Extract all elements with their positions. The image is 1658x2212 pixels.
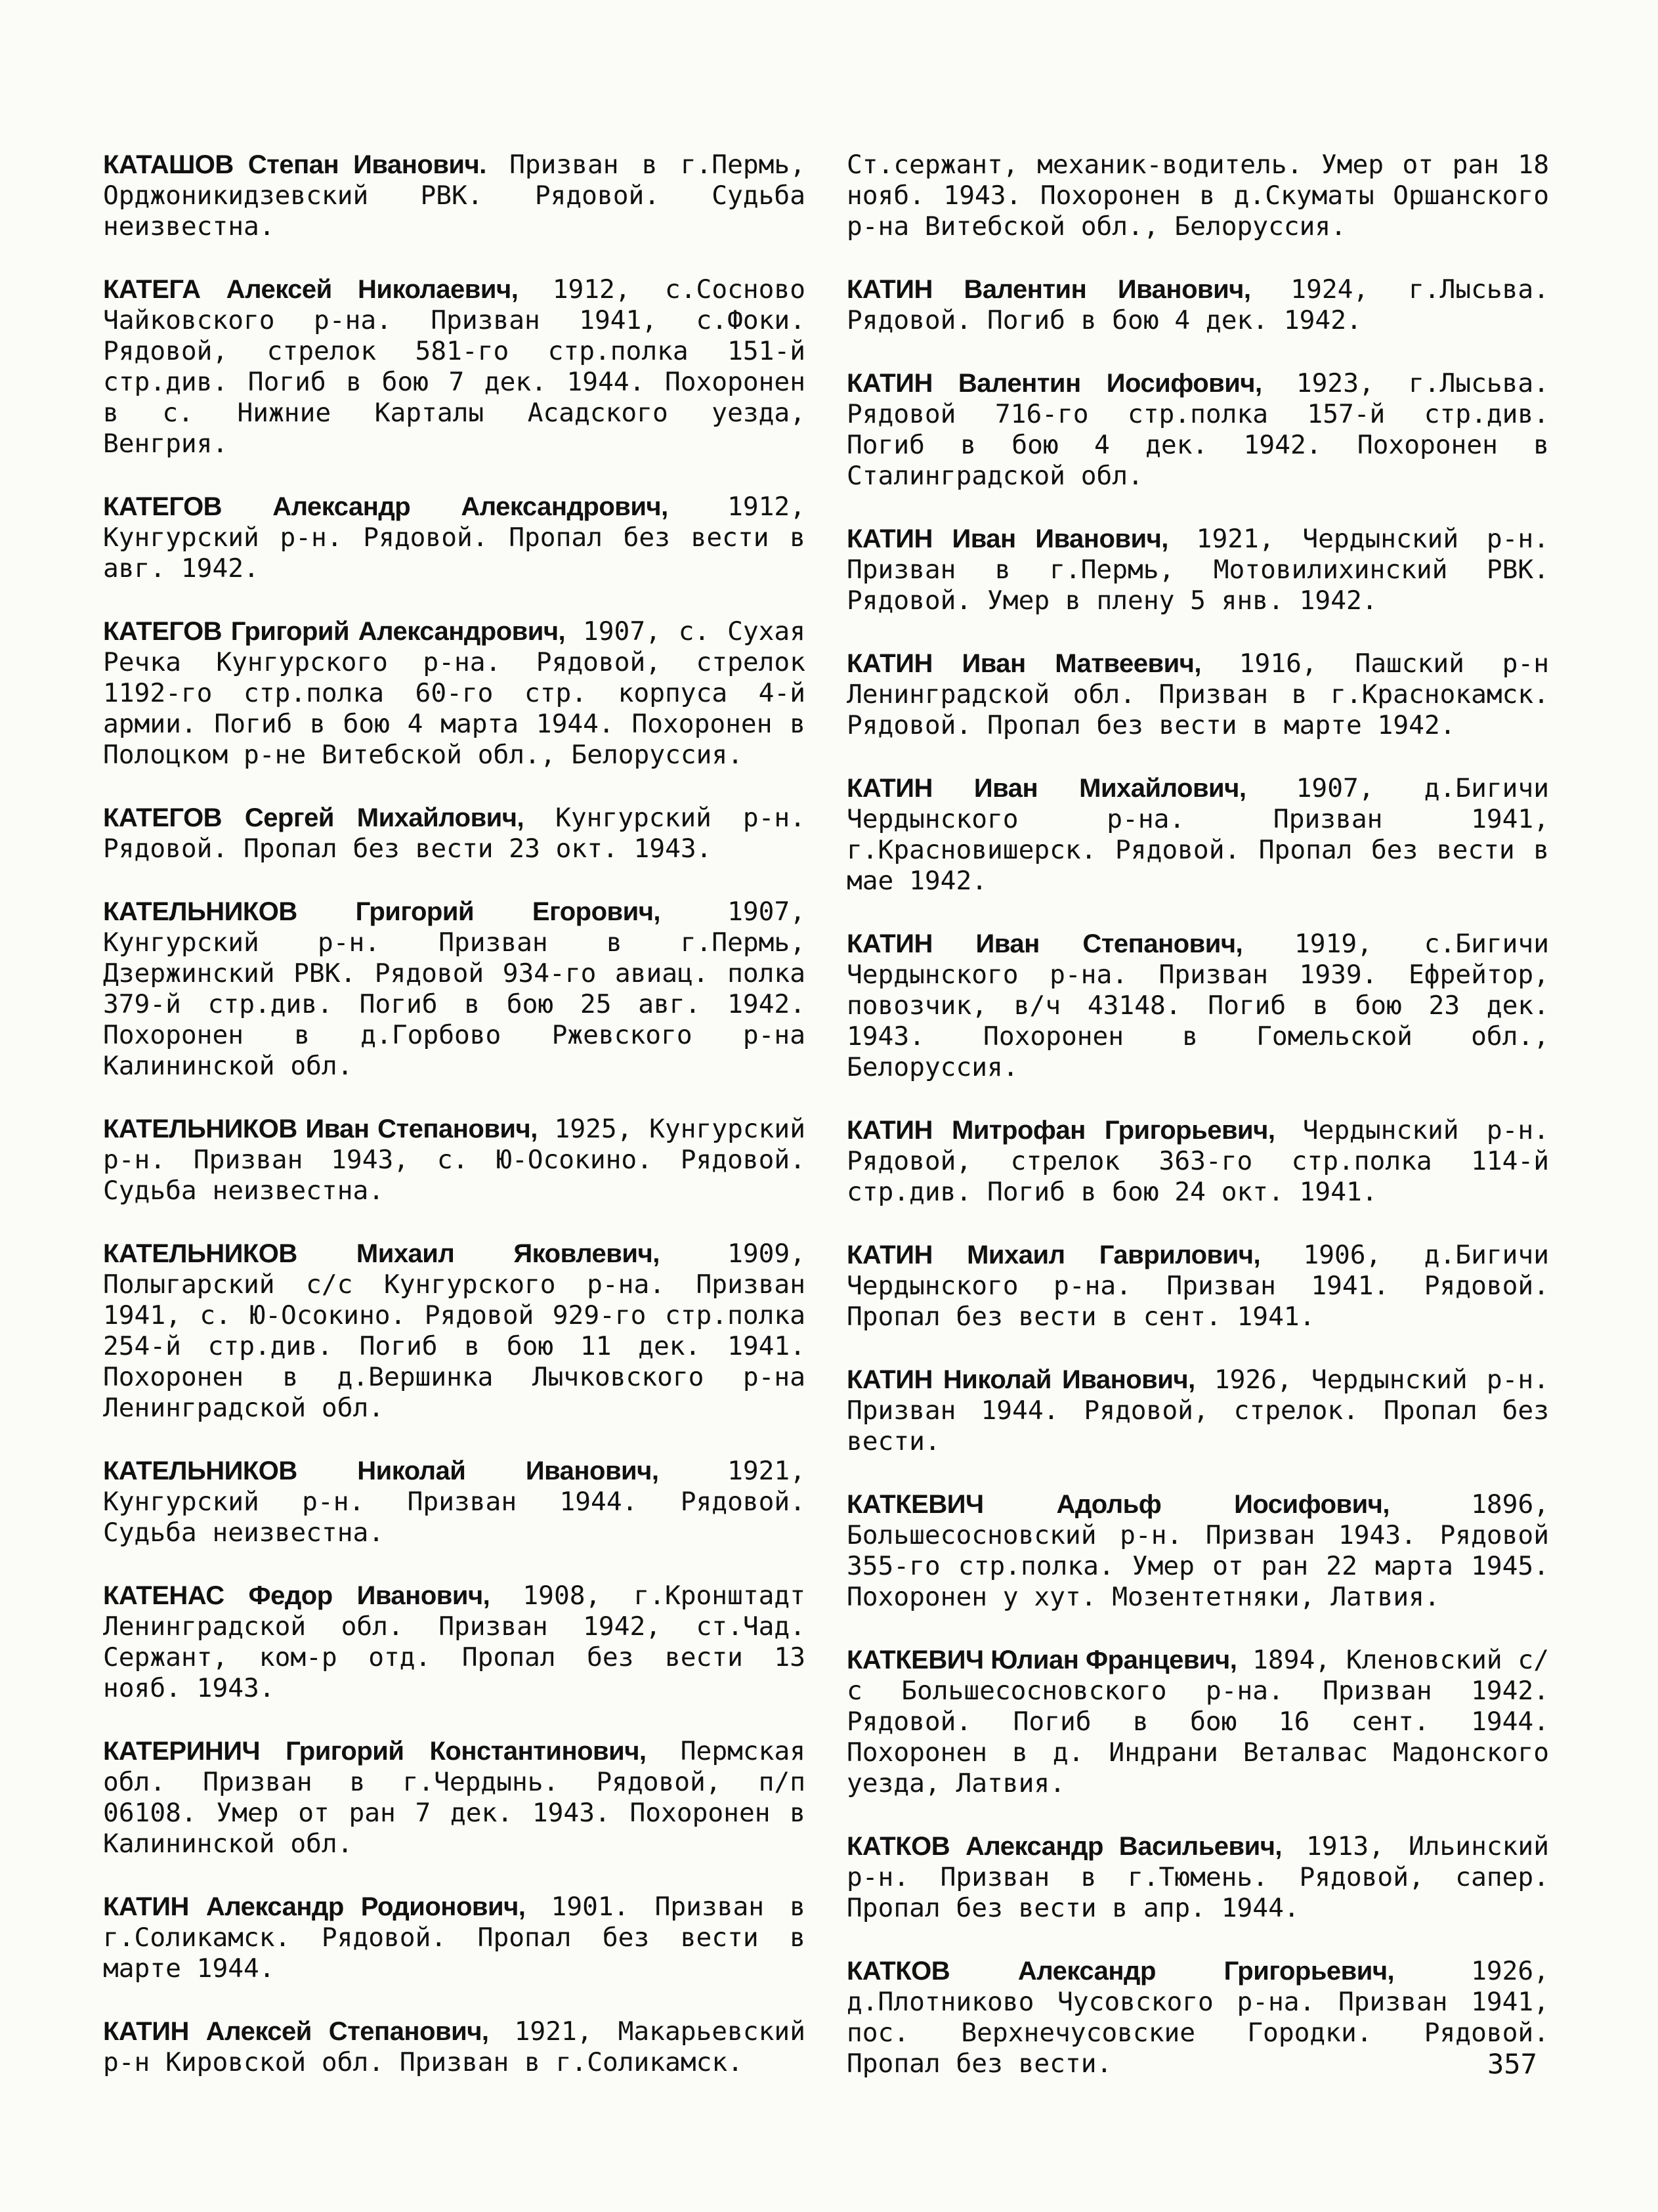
entry (847, 1831, 1549, 1924)
right-column (847, 150, 1549, 2112)
entry-name: КАТИН Иван Матвеевич, (847, 649, 1201, 678)
entry-name: КАТИН Михаил Гаврилович, (847, 1241, 1261, 1269)
entry-text: 1912, с.Сосново Чайковского р-на. Призван 1941, с.Фоки. Рядовой, стрелок 581-го стр.полка 151-й стр.див. Погиб в бою 7 дек. 1944. Похоронен в с. Нижние Карталы Асадского уезда, Венгрия. (103, 274, 806, 459)
entry-text: 1926, д.Плотниково Чусовского р-на. Призван 1941, пос. Верхнечусовские Городки. Рядовой. Пропал без вести. (847, 1956, 1549, 2079)
entry (103, 1456, 805, 1548)
entry-text: Кунгурский р-н. Рядовой. Пропал без вести 23 окт. 1943. (103, 803, 805, 864)
entry (103, 1892, 805, 1984)
entry-name: КАТИН Митрофан Григорьевич, (847, 1116, 1275, 1145)
entry (103, 274, 805, 459)
entry-name: КАТИН Валентин Иосифович, (847, 369, 1262, 398)
entry-text: 1921, Макарьевский р-н Кировской обл. Призван в г.Соликамск. (103, 2016, 805, 2077)
entry-text: 1907, Кунгурский р-н. Призван в г.Пермь, Дзержинский РВК. Рядовой 934-го авиац. полка 379-й стр.див. Погиб в бою 25 авг. 1942. Похоронен в д.Горбово Ржевского р-на Калининской обл. (103, 897, 806, 1081)
entry-text: 1926, Чердынский р-н. Призван 1944. Рядовой, стрелок. Пропал без вести. (847, 1365, 1549, 1457)
entry-name: КАТКОВ Александр Григорьевич, (847, 1957, 1395, 1986)
entry-name: КАТИН Алексей Степанович, (103, 2017, 489, 2046)
entry-text: 1925, Кунгурский р-н. Призван 1943, с. Ю-Осокино. Рядовой. Судьба неизвестна. (103, 1114, 805, 1206)
entry (103, 1239, 805, 1424)
entry (847, 649, 1549, 741)
entry-name: КАТЕЛЬНИКОВ Григорий Егорович, (103, 897, 661, 926)
entry (847, 1489, 1549, 1613)
entry (103, 492, 805, 584)
entry-name: КАТЕНАС Федор Иванович, (103, 1581, 490, 1610)
entry (847, 524, 1549, 616)
entry-text: Пермская обл. Призван в г.Чердынь. Рядовой, п/п 06108. Умер от ран 7 дек. 1943. Похоронен в Калининской обл. (103, 1736, 806, 1859)
entry-text: 1916, Пашский р-н Ленинградской обл. Призван в г.Краснокамск. Рядовой. Пропал без вести в марте 1942. (847, 649, 1549, 740)
entry-name: КАТИН Валентин Иванович, (847, 275, 1251, 304)
entry-name: КАТИН Иван Степанович, (847, 929, 1243, 958)
entry (847, 1365, 1549, 1457)
entry-text: Призван в г.Пермь, Орджоникидзевский РВК. Рядовой. Судьба неизвестна. (103, 150, 805, 242)
entry (847, 1956, 1549, 2079)
left-column (103, 150, 805, 2110)
entry-name: КАТКЕВИЧ Юлиан Францевич, (847, 1646, 1237, 1674)
entry (103, 2016, 805, 2078)
page-number: 357 (1487, 2048, 1537, 2080)
entry-text: 1921, Чердынский р-н. Призван в г.Пермь, Мотовилихинский РВК. Рядовой. Умер в плену 5 янв. 1942. (847, 524, 1549, 616)
entry (847, 274, 1549, 336)
entry-name: КАТКОВ Александр Васильевич, (847, 1832, 1283, 1861)
entry-name: КАТИН Александр Родионович, (103, 1892, 526, 1921)
entry (847, 368, 1549, 492)
entry (847, 773, 1549, 897)
entry-name: КАТИН Иван Михайлович, (847, 774, 1246, 803)
entry-text: 1913, Ильинский р-н. Призван в г.Тюмень. Рядовой, сапер. Пропал без вести в апр. 1944. (847, 1831, 1549, 1923)
entry-text: 1907, д.Бигичи Чердынского р-на. Призван 1941, г.Красновишерск. Рядовой. Пропал без вести в мае 1942. (847, 773, 1549, 896)
entry-name: КАТИН Иван Иванович, (847, 524, 1168, 553)
entry (103, 1581, 805, 1704)
entry-name: КАТИН Николай Иванович, (847, 1365, 1195, 1394)
entry-name: КАТЕГА Алексей Николаевич, (103, 275, 519, 304)
entry (847, 929, 1549, 1083)
entry-name: КАТЕГОВ Александр Александрович, (103, 492, 668, 521)
entry-text: 1907, с. Сухая Речка Кунгурского р-на. Рядовой, стрелок 1192-го стр.полка 60-го стр. корпуса 4-й армии. Погиб в бою 4 марта 1944. Похоронен в Полоцком р-не Витебской обл., Белоруссия. (103, 616, 805, 770)
entry-name: КАТЕГОВ Сергей Михайлович, (103, 803, 524, 832)
entry-name: КАТКЕВИЧ Адольф Иосифович, (847, 1490, 1390, 1519)
entry-name: КАТАШОВ Степан Иванович. (103, 150, 486, 179)
entry-text: 1896, Большесосновский р-н. Призван 1943. Рядовой 355-го стр.полка. Умер от ран 22 марта 1945. Похоронен у хут. Мозентетняки, Латвия. (847, 1489, 1550, 1612)
entry (847, 1115, 1549, 1208)
entry (103, 1114, 805, 1206)
entry-text: 1894, Кленовский с/с Большесосновского р-на. Призван 1942. Рядовой. Погиб в бою 16 сент. 1944. Похоронен в д. Индрани Веталвас Мадонского уезда, Латвия. (847, 1645, 1549, 1798)
entry (847, 1240, 1549, 1332)
entry (847, 150, 1549, 242)
entry-text: 1924, г.Лысьва. Рядовой. Погиб в бою 4 дек. 1942. (847, 274, 1549, 335)
entry-text: Ст.сержант, механик-водитель. Умер от ран 18 нояб. 1943. Похоронен в д.Скуматы Оршанского р-на Витебской обл., Белоруссия. (847, 150, 1549, 242)
entry-text: 1923, г.Лысьва. Рядовой 716-го стр.полка 157-й стр.див. Погиб в бою 4 дек. 1942. Похоронен в Сталинградской обл. (847, 368, 1549, 491)
entry-name: КАТЕЛЬНИКОВ Иван Степанович, (103, 1115, 538, 1143)
entry (103, 803, 805, 864)
entry (103, 150, 805, 242)
entry-text: 1909, Полыгарский с/с Кунгурского р-на. Призван 1941, с. Ю-Осокино. Рядовой 929-го стр.полка 254-й стр.див. Погиб в бою 11 дек. 1941. Похоронен в д.Вершинка Лычковского р-на Ленинградской обл. (103, 1239, 805, 1423)
entry (847, 1645, 1549, 1799)
entry-name: КАТЕГОВ Григорий Александрович, (103, 617, 566, 646)
entry (103, 616, 805, 771)
entry (103, 897, 805, 1082)
entry (103, 1736, 805, 1860)
entry-text: 1908, г.Кронштадт Ленинградской обл. Призван 1942, ст.Чад. Сержант, ком-р отд. Пропал без вести 13 нояб. 1943. (103, 1581, 805, 1703)
entry-text: 1912, Кунгурский р-н. Рядовой. Пропал без вести в авг. 1942. (103, 492, 805, 584)
entry-name: КАТЕЛЬНИКОВ Михаил Яковлевич, (103, 1239, 660, 1268)
entry-text: 1906, д.Бигичи Чердынского р-на. Призван 1941. Рядовой. Пропал без вести в сент. 1941. (847, 1240, 1549, 1332)
entry-text: 1919, с.Бигичи Чердынского р-на. Призван 1939. Ефрейтор, повозчик, в/ч 43148. Погиб в бою 23 дек. 1943. Похоронен в Гомельской обл., Белоруссия. (847, 929, 1549, 1082)
entry-text: 1901. Призван в г.Соликамск. Рядовой. Пропал без вести в марте 1944. (103, 1892, 805, 1984)
entry-text: Чердынский р-н. Рядовой, стрелок 363-го стр.полка 114-й стр.див. Погиб в бою 24 окт. 1941. (847, 1115, 1549, 1207)
entry-name: КАТЕЛЬНИКОВ Николай Иванович, (103, 1457, 659, 1485)
entry-text: 1921, Кунгурский р-н. Призван 1944. Рядовой. Судьба неизвестна. (103, 1456, 805, 1548)
entry-name: КАТЕРИНИЧ Григорий Константинович, (103, 1737, 647, 1766)
